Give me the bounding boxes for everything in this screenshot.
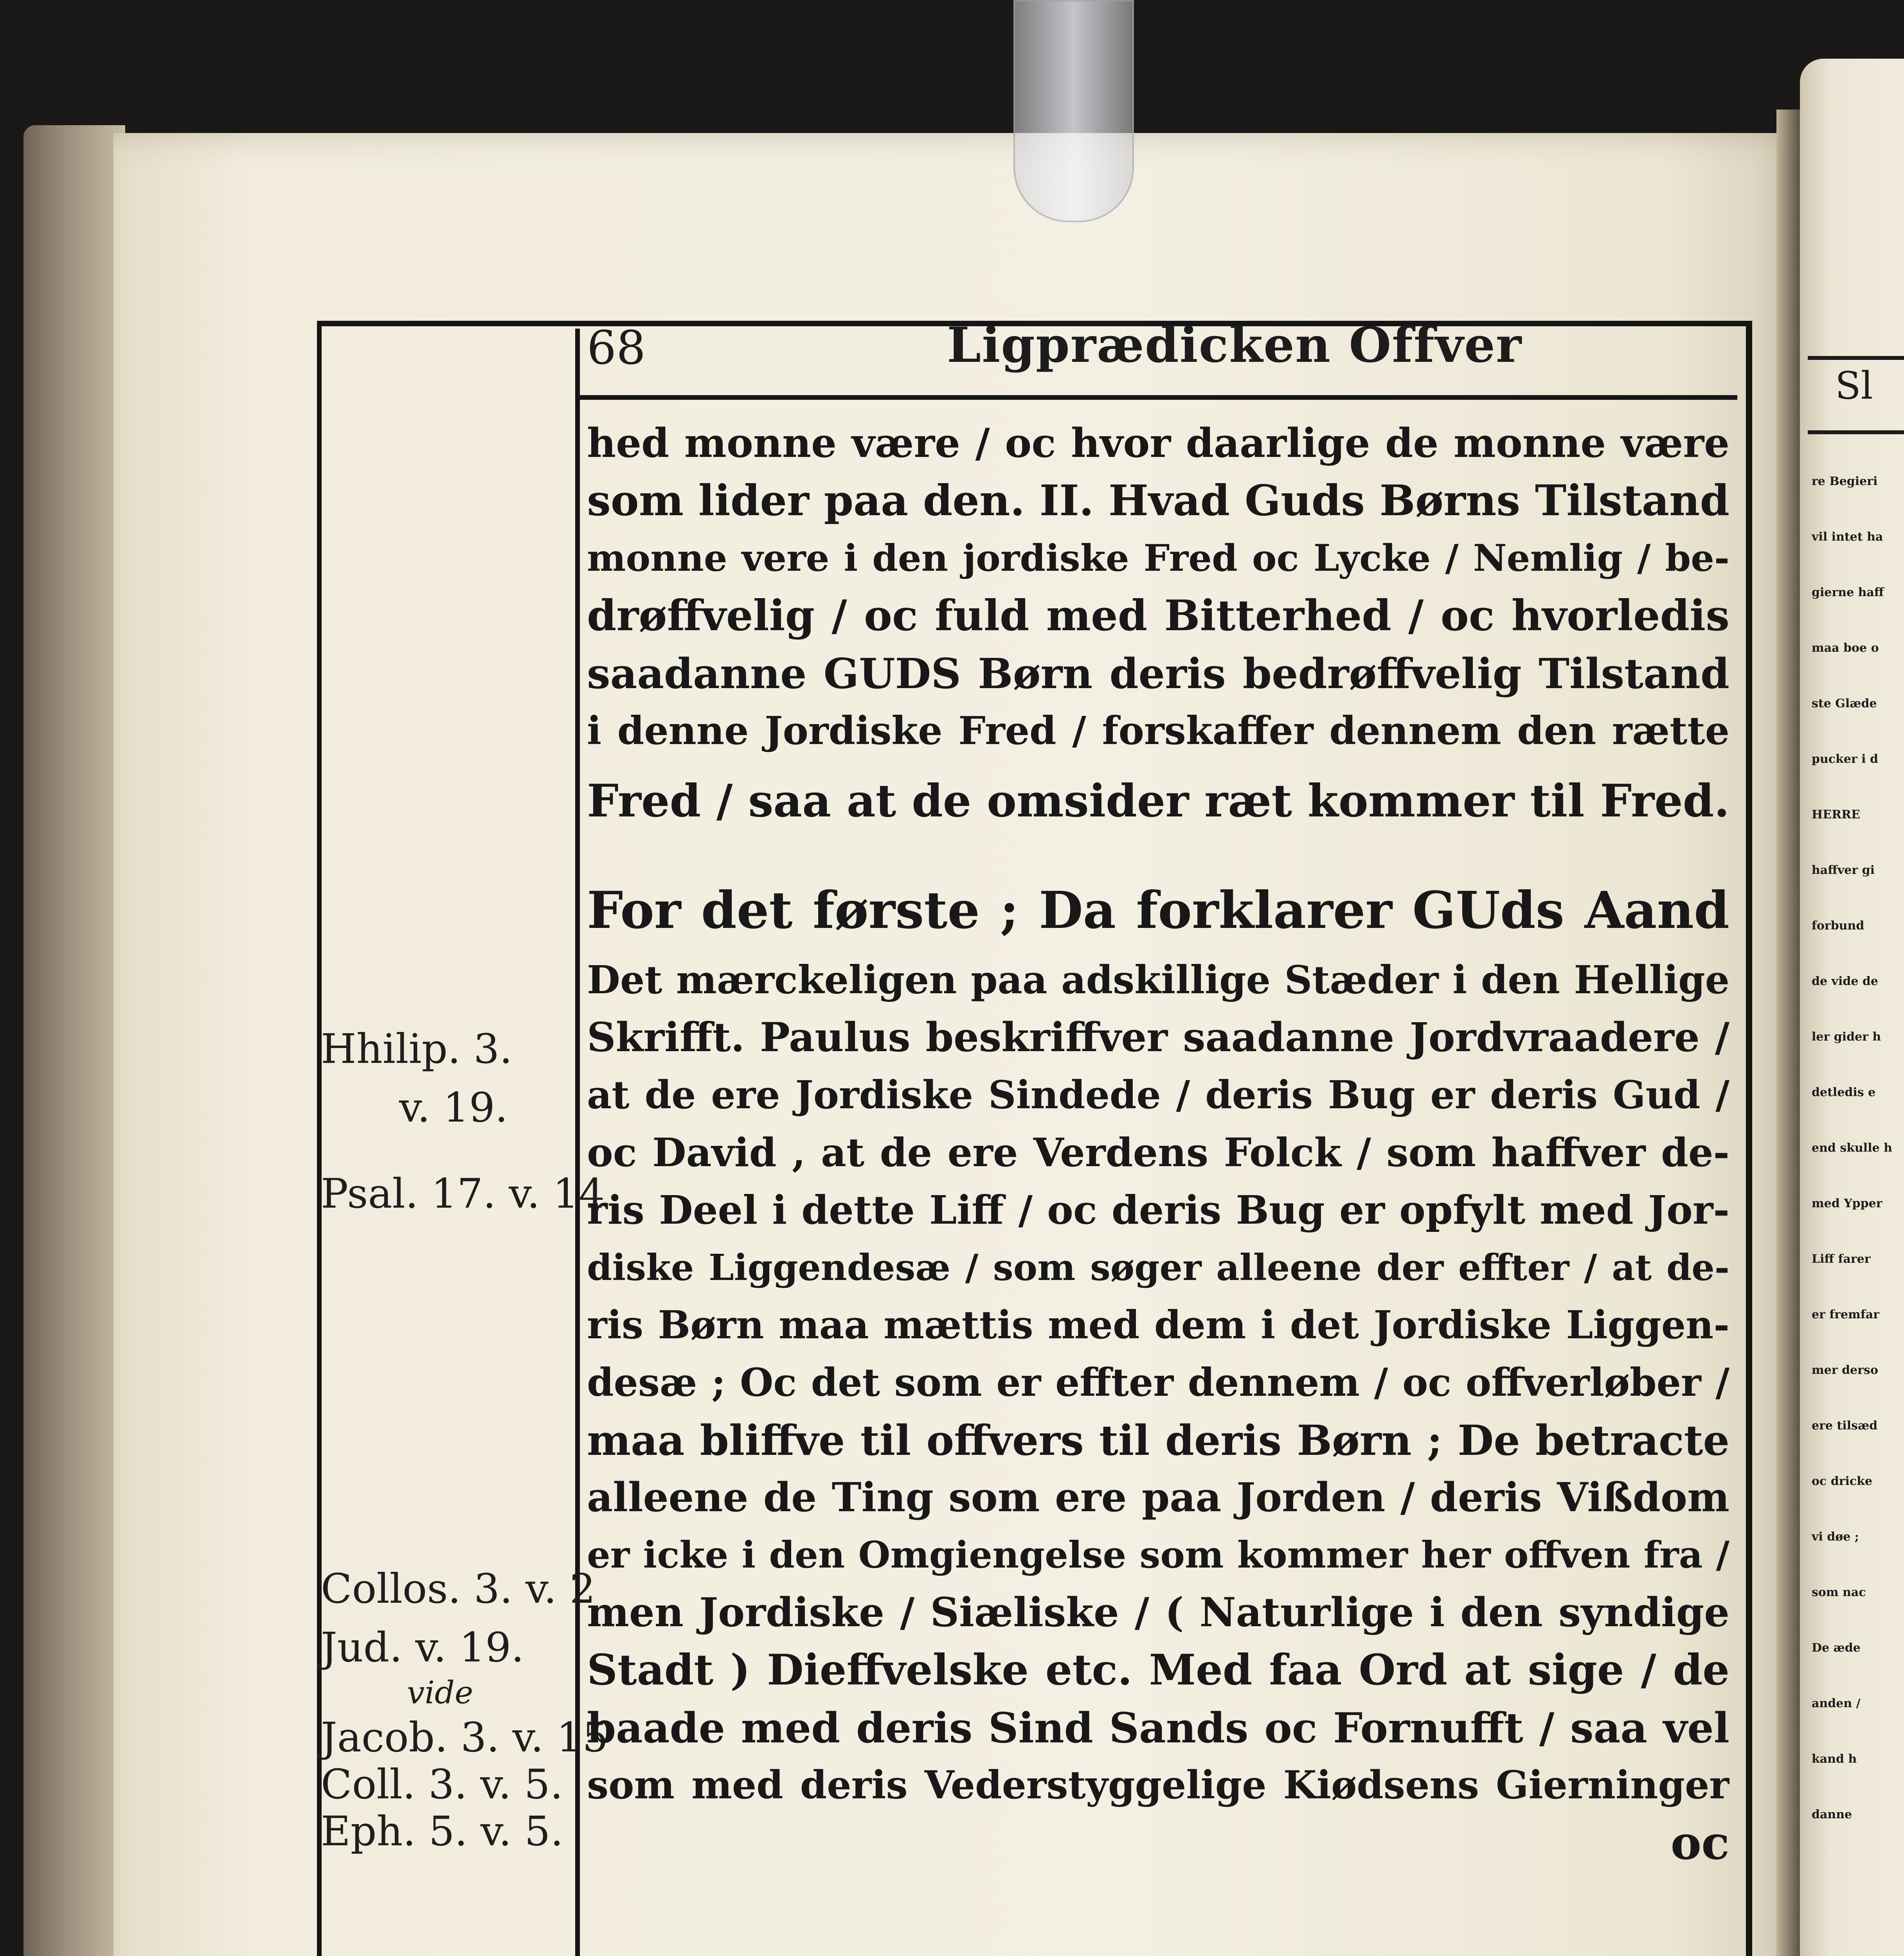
text-line: saadanne GUDS Børn deris bedrøffvelig Tilstand [587,649,1729,698]
facing-text-line: vi døe ; [1812,1530,1859,1544]
facing-page-head: Sl [1835,364,1873,408]
facing-text-line: De æde [1812,1641,1861,1655]
text-line: Fred / saa at de omsider ræt kommer til Fred. [587,775,1729,827]
facing-head-rule-lower [1808,430,1904,434]
facing-text-line: med Ypper [1812,1197,1882,1210]
text-line: oc David , at de ere Verdens Folck / som haffver de- [587,1129,1729,1176]
page-number: 68 [587,321,646,375]
text-line: ris Deel i dette Liff / oc deris Bug er opfylt med Jor- [587,1187,1729,1233]
text-line: diske Liggendesæ / som søger alleene der effter / at de- [587,1246,1729,1289]
facing-text-line: re Begieri [1812,475,1878,488]
text-line: drøffvelig / oc fuld med Bitterhed / oc hvorledis [587,591,1729,640]
facing-text-line: ste Glæde [1812,697,1877,710]
facing-page-text [1800,454,1904,1843]
body-text [587,415,1729,1872]
facing-text-line: maa boe o [1812,641,1879,655]
facing-text-line: haffver gi [1812,863,1875,877]
facing-text-line: HERRE [1812,808,1860,822]
text-line: som med deris Vederstyggelige Kiødsens Gierninger [587,1763,1729,1808]
facing-text-line: mer derso [1812,1363,1878,1377]
text-line: Skrifft. Paulus beskriffver saadanne Jordvraadere / [587,1014,1729,1061]
text-line: desæ ; Oc det som er effter dennem / oc offverløber / [587,1360,1729,1405]
facing-text-line: forbund [1812,919,1864,933]
margin-divider-line [575,329,580,1956]
facing-text-line: er fremfar [1812,1308,1880,1321]
text-line: er icke i den Omgiengelse som kommer her offven fra / [587,1534,1729,1577]
facing-page [1800,59,1904,1956]
facing-text-line: gierne haff [1812,586,1884,599]
margin-note: Hhilip. 3. [321,1025,513,1073]
paragraph-opening-line: For det første ; Da forklarer GUds Aand [587,880,1729,940]
margin-note: Jud. v. 19. [321,1623,524,1671]
margin-note: v. 19. [399,1084,508,1131]
facing-head-rule [1808,356,1904,360]
text-line: alleene de Ting som ere paa Jorden / deris Vißdom [587,1474,1729,1521]
facing-text-line: anden / [1812,1697,1861,1710]
facing-text-line: detledis e [1812,1086,1876,1099]
catchword: oc [1670,1816,1729,1870]
text-line: maa bliffve til offvers til deris Børn ; De betracte [587,1416,1729,1465]
header-rule [579,395,1737,400]
facing-text-line: ler gider h [1812,1030,1881,1044]
text-line: men Jordiske / Siæliske / ( Naturlige i den syndige [587,1589,1729,1636]
book-left-edge [23,125,125,1956]
facing-text-line: ere tilsæd [1812,1419,1878,1433]
text-line: Det mærckeligen paa adskillige Stæder i den Hellige [587,958,1729,1003]
margin-note: Collos. 3. v. 2 [321,1565,596,1613]
margin-note: Coll. 3. v. 5. [321,1760,563,1808]
facing-text-line: de vide de [1812,974,1878,988]
facing-text-line: oc dricke [1812,1474,1873,1488]
text-line: baade med deris Sind Sands oc Fornufft / saa vel [587,1703,1729,1752]
text-line: hed monne være / oc hvor daarlige de monne være [587,420,1729,467]
facing-text-line: kand h [1812,1752,1857,1766]
text-line: monne vere i den jordiske Fred oc Lycke / Nemlig / be- [587,537,1729,580]
bookmark-clip [1013,0,1134,222]
facing-text-line: pucker i d [1812,752,1878,766]
facing-text-line: vil intet ha [1812,530,1883,544]
facing-text-line: Liff farer [1812,1252,1871,1266]
margin-note: vide [407,1674,473,1711]
margin-note: Psal. 17. v. 14 [321,1170,605,1217]
text-line: i denne Jordiske Fred / forskaffer dennem den rætte [587,708,1729,753]
facing-text-line: danne [1812,1808,1852,1821]
running-title: Ligprædicken Offver [947,317,1522,374]
text-line: Stadt ) Dieffvelske etc. Med faa Ord at sige / de [587,1645,1729,1695]
text-line: at de ere Jordiske Sindede / deris Bug er deris Gud / [587,1073,1729,1118]
text-line: som lider paa den. II. Hvad Guds Børns Tilstand [587,476,1729,525]
running-head [579,313,1737,395]
margin-note: Jacob. 3. v. 15 [321,1713,608,1761]
facing-text-line: end skulle h [1812,1141,1892,1155]
facing-text-line: som nac [1812,1586,1866,1599]
margin-note: Eph. 5. v. 5. [321,1807,563,1855]
text-line: ris Børn maa mættis med dem i det Jordiske Liggen- [587,1303,1729,1348]
